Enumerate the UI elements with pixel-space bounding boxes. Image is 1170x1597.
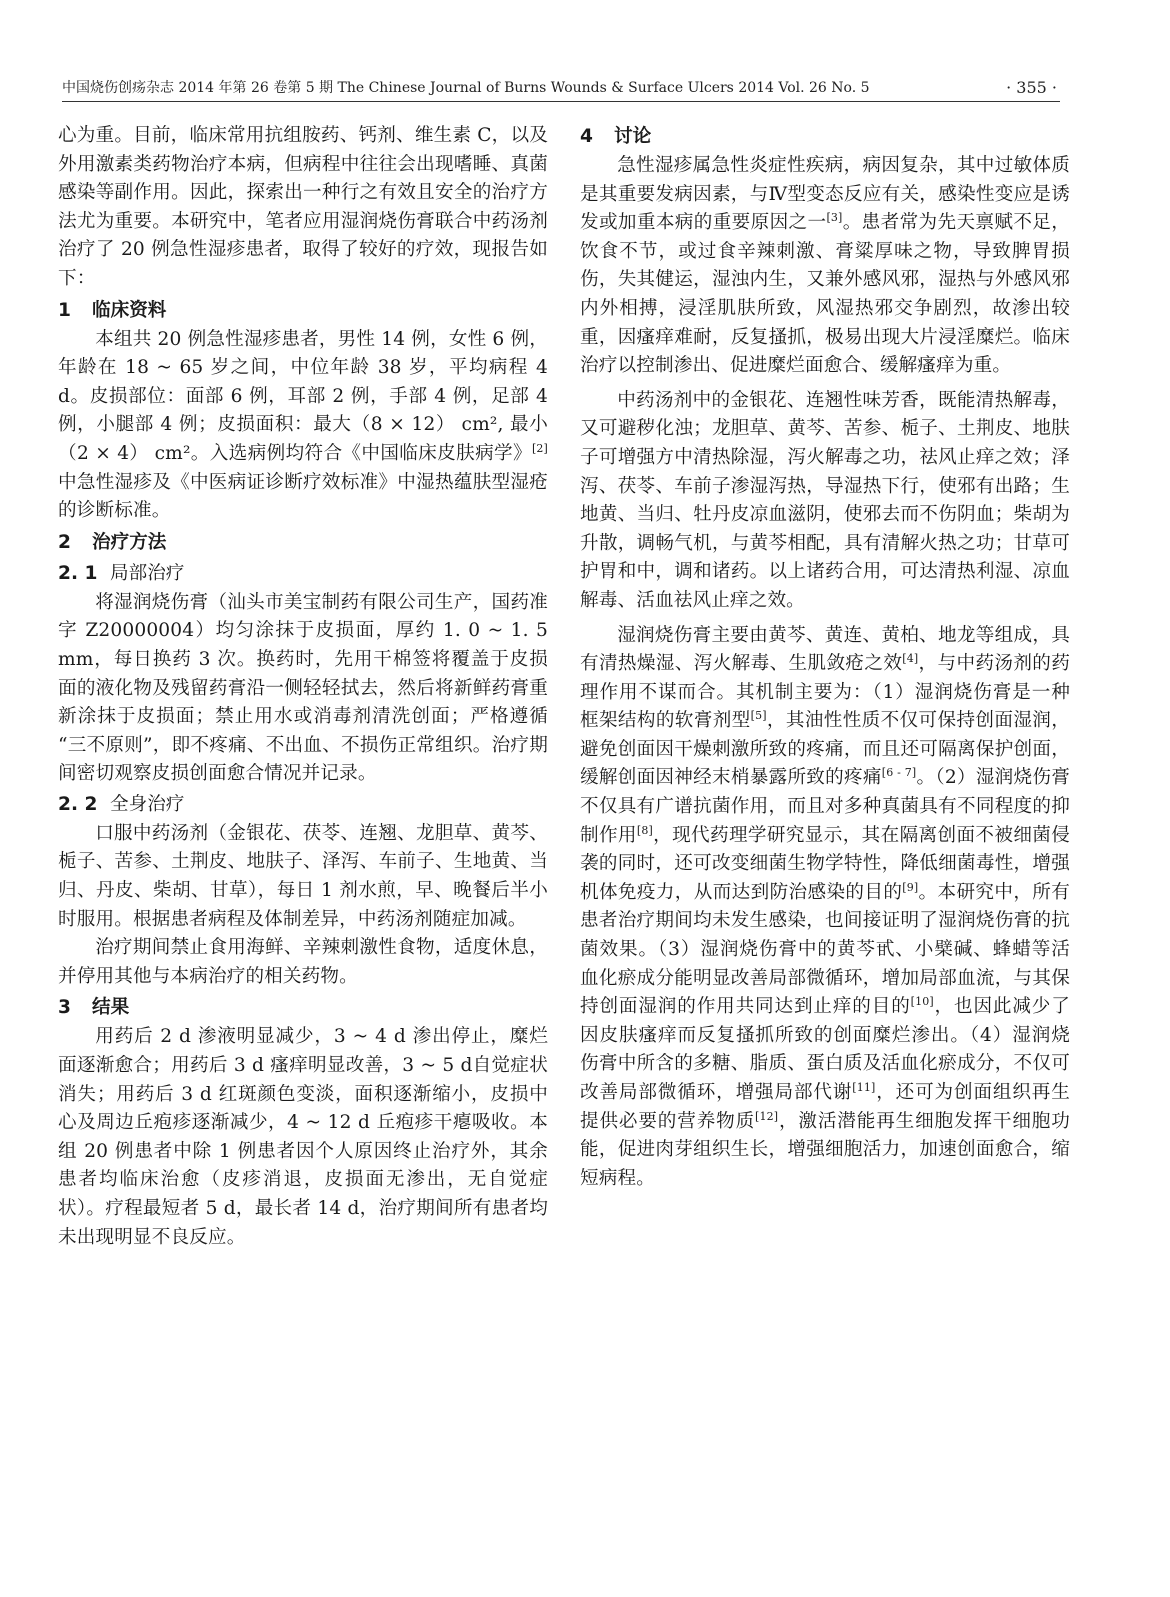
citation-ref: [10] <box>910 995 934 1009</box>
discussion-paragraph-2: 中药汤剂中的金银花、连翘性味芳香，既能清热解毒，又可避秽化浊；龙胆草、黄芩、苦参、栀子、土荆皮、地肤子可增强方中清热除湿，泻火解毒之功，祛风止痒之效；泽泻、茯苓、车前子渗湿泻热，导湿热下行，使邪有出路；生地黄、当归、牡丹皮凉血滋阴，使邪去而不伤阴血；柴胡为升散，调畅气机，与黄芩相配，具有清解火热之功；甘草可护胃和中，调和诸药。以上诸药合用，可达清热利湿、凉血解毒、活血祛风止痒之效。 <box>580 389 1070 611</box>
text-run: ，还可为创面组织再生提供必要的营养物质 <box>580 1082 1070 1132</box>
text-run: ，现代药理学研究显示，其在隔离创面不被细菌侵袭的同时，还可改变细菌生物学特性，降低细菌毒性，增强机体免疫力，从而达到防治感染的目的 <box>580 824 1070 903</box>
citation-ref: [3] <box>826 211 843 225</box>
text-run: 急性湿疹属急性炎症性疾病，病因复杂，其中过敏体质是其重要发病因素，与Ⅳ型变态反应有关，感染性变应是诱发或加重本病的重要原因之一 <box>580 155 1070 234</box>
text-run: ，也因此减少了因皮肤瘙痒而反复搔抓所致的创面糜烂渗出。（4）湿润烧伤膏中所含的多糖、脂质、蛋白质及活血化瘀成分，不仅可改善局部微循环，增强局部代谢 <box>580 996 1070 1103</box>
text-run: ，激活潜能再生细胞发挥干细胞功能，促进肉芽组织生长，增强细胞活力，加速创面愈合，缩短病程。 <box>580 1110 1070 1189</box>
left-column <box>58 122 548 1552</box>
citation-ref: [4] <box>902 652 919 666</box>
section-heading-discussion <box>580 122 1070 152</box>
section-number: 4 <box>580 126 593 147</box>
journal-citation: 中国烧伤创疡杂志 2014 年第 26 卷第 5 期 The Chinese Journal of Burns Wounds & Surface Ulcers 2014 Vol. 26 No. 5 <box>62 80 870 96</box>
header-divider <box>62 101 1060 102</box>
discussion-paragraph-3 <box>580 622 1070 1194</box>
citation-ref: [5] <box>750 709 767 723</box>
citation-ref: [9] <box>902 880 919 894</box>
systemic-treatment-paragraph: 口服中药汤剂（金银花、茯苓、连翘、龙胆草、黄芩、栀子、苦参、土荆皮、地肤子、泽泻、车前子、生地黄、当归、丹皮、柴胡、甘草），每日 1 剂水煎，早、晚餐后半小时服用。根据患者病程及体制差异，中药汤剂随症加减。 <box>58 822 548 930</box>
intro-paragraph-continued: 心为重。目前，临床常用抗组胺药、钙剂、维生素 C，以及外用激素类药物治疗本病，但病程中往往会出现嗜睡、真菌感染等副作用。因此，探索出一种行之有效且安全的治疗方法尤为重要。本研究中，笔者应用湿润烧伤膏联合中药汤剂治疗了 20 例急性湿疹患者，取得了较好的疗效，现报告如下： <box>58 125 548 289</box>
citation-ref: [12] <box>755 1109 779 1123</box>
text-run: 。本研究中，所有患者治疗期间均未发生感染，也间接证明了湿润烧伤膏的抗菌效果。（3）湿润烧伤膏中的黄芩甙、小檗碱、蜂蜡等活血化瘀成分能明显改善局部微循环，增加局部血流，与其保持创面湿润的作用共同达到止痒的目的 <box>580 881 1070 1018</box>
section-number: 2 <box>58 531 71 553</box>
local-treatment-paragraph: 将湿润烧伤膏（汕头市美宝制药有限公司生产，国药准字 Z20000004）均匀涂抹于皮损面，厚约 1. 0 ~ 1. 5 mm，每日换药 3 次。换药时，先用干棉签将覆盖于皮损面的液化物及残留药膏沿一侧轻轻拭去，然后将新鲜药膏重新涂抹于皮损面；禁止用水或消毒剂清洗创面；严格遵循 “三不原则”，即不疼痛、不出血、不损伤正常组织。治疗期间密切观察皮损创面愈合情况并记录。 <box>58 591 548 785</box>
section-heading-clinical-data <box>58 296 548 326</box>
page-number: · 355 · <box>1006 78 1057 97</box>
section-title: 结果 <box>92 997 130 1019</box>
subsection-title: 局部治疗 <box>110 562 185 584</box>
text-run: 湿润烧伤膏主要由黄芩、黄连、黄柏、地龙等组成，具有清热燥湿、泻火解毒、生肌敛疮之效 <box>580 624 1070 675</box>
text-run: 中急性湿疹及《中医病证诊断疗效标准》中湿热蕴肤型湿疮的诊断标准。 <box>58 471 548 522</box>
section-heading-treatment <box>58 528 548 558</box>
section-title: 治疗方法 <box>92 531 167 553</box>
section-heading-results <box>58 993 548 1023</box>
text-run: 。患者常为先天禀赋不足，饮食不节，或过食辛辣刺激、膏粱厚味之物，导致脾胃损伤，失其健运，湿浊内生，又兼外感风邪，湿热与外感风邪内外相搏，浸淫肌肤所致，风湿热邪交争剧烈，故渗出较重，因瘙痒难耐，反复搔抓，极易出现大片浸淫糜烂。临床治疗以控制渗出、促进糜烂面愈合、缓解瘙痒为重。 <box>580 212 1070 377</box>
text-run: ，与中药汤剂的药理作用不谋而合。其机制主要为：（1）湿润烧伤膏是一种框架结构的软膏剂型 <box>580 653 1070 732</box>
text-run: 本组共 20 例急性湿疹患者，男性 14 例，女性 6 例，年龄在 18 ~ 65 岁之间，中位年龄 38 岁，平均病程 4 d。皮损部位：面部 6 例，耳部 2 例，手部 4 例，足部 4 例，小腿部 4 例；皮损面积：最大（8 × 12） cm², 最小 （2 × 4） cm²。入选病例均符合《中国临床皮肤病学》 <box>58 328 548 464</box>
section-number: 1 <box>58 299 71 321</box>
results-paragraph: 用药后 2 d 渗液明显减少，3 ~ 4 d 渗出停止，糜烂面逐渐愈合；用药后 3 d 瘙痒明显改善，3 ~ 5 d自觉症状消失；用药后 3 d 红斑颜色变淡，面积逐渐缩小，皮损中心及周边丘疱疹逐渐减少，4 ~ 12 d 丘疱疹干瘪吸收。本组 20 例患者中除 1 例患者因个人原因终止治疗外，其余患者均临床治愈（皮疹消退，皮损面无渗出，无自觉症状）。疗程最短者 5 d，最长者 14 d，治疗期间所有患者均未出现明显不良反应。 <box>58 1026 548 1248</box>
right-column <box>580 122 1070 1552</box>
citation-ref: [11] <box>852 1081 876 1094</box>
subsection-heading-systemic <box>58 790 548 820</box>
subsection-heading-local <box>58 559 548 589</box>
citation-ref: [6 - 7] <box>881 766 917 780</box>
text-run: 。（2）湿润烧伤膏不仅具有广谱抗菌作用，而且对多种真菌具有不同程度的抑制作用 <box>580 767 1070 846</box>
clinical-data-paragraph <box>58 326 548 526</box>
subsection-number: 2. 2 <box>58 793 98 815</box>
running-header <box>62 74 1057 102</box>
subsection-title: 全身治疗 <box>110 793 185 815</box>
citation-ref: [2] <box>531 441 548 455</box>
diet-paragraph: 治疗期间禁止食用海鲜、辛辣刺激性食物，适度休息，并停用其他与本病治疗的相关药物。 <box>58 937 548 987</box>
discussion-paragraph-1 <box>580 152 1070 381</box>
citation-ref: [8] <box>636 823 653 837</box>
section-number: 3 <box>58 997 71 1019</box>
text-run: ，其油性性质不仅可保持创面湿润，避免创面因干燥刺激所致的疼痛，而且还可隔离保护创面，缓解创面因神经末梢暴露所致的疼痛 <box>580 710 1070 789</box>
section-title: 讨论 <box>614 126 652 147</box>
subsection-number: 2. 1 <box>58 562 98 584</box>
section-title: 临床资料 <box>92 299 167 321</box>
